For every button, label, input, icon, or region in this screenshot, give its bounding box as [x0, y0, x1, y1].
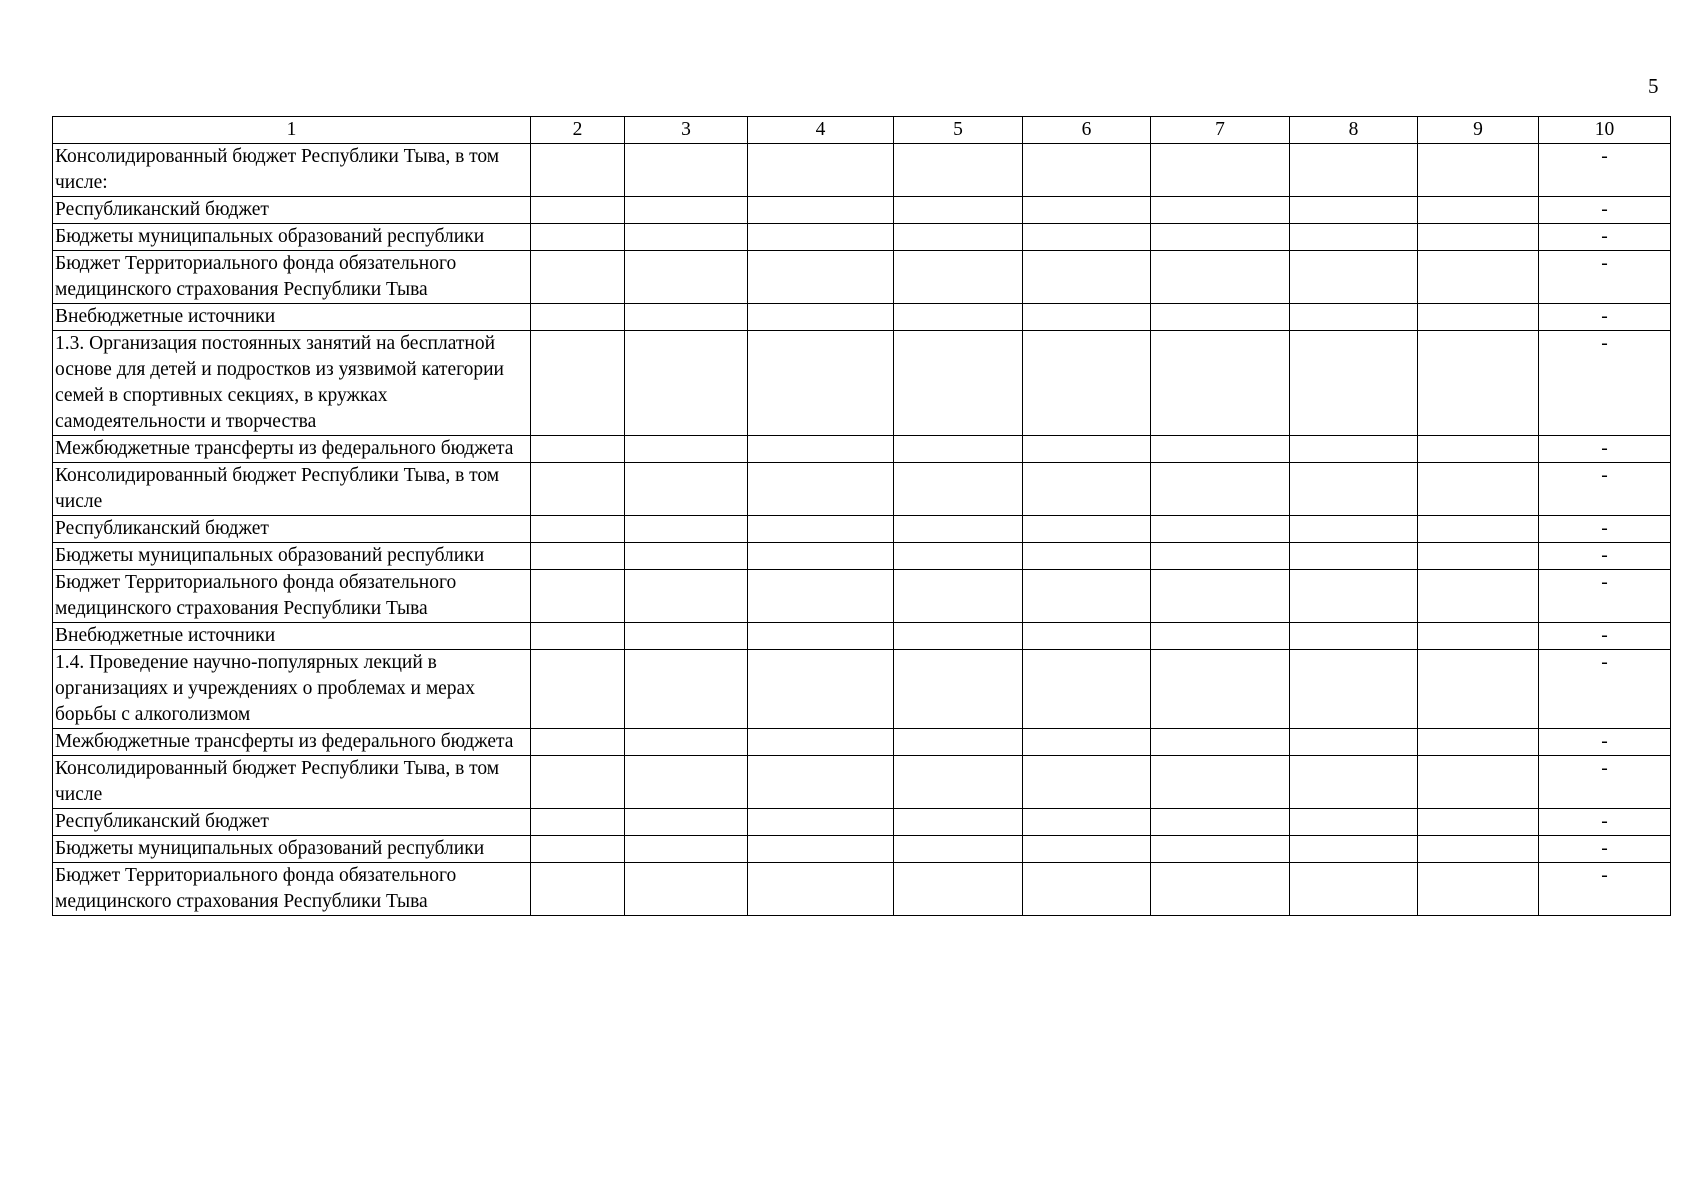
empty-cell [1418, 809, 1539, 836]
table-row [53, 197, 1671, 224]
empty-cell [531, 570, 625, 623]
empty-cell [1151, 809, 1290, 836]
empty-cell [894, 144, 1023, 197]
empty-cell [625, 304, 748, 331]
empty-cell [894, 331, 1023, 436]
empty-cell [1023, 436, 1151, 463]
empty-cell [748, 836, 894, 863]
col10-value: - [1539, 570, 1671, 623]
table-row [53, 516, 1671, 543]
empty-cell [1151, 197, 1290, 224]
row-label: Бюджеты муниципальных образований республики [53, 543, 531, 570]
empty-cell [1290, 331, 1418, 436]
empty-cell [625, 543, 748, 570]
table-row [53, 809, 1671, 836]
empty-cell [1023, 543, 1151, 570]
empty-cell [1151, 463, 1290, 516]
empty-cell [1023, 623, 1151, 650]
empty-cell [625, 756, 748, 809]
budget-table [52, 116, 1671, 916]
empty-cell [1290, 516, 1418, 543]
empty-cell [1023, 224, 1151, 251]
row-label: Внебюджетные источники [53, 623, 531, 650]
table-row [53, 436, 1671, 463]
empty-cell [531, 224, 625, 251]
empty-cell [748, 650, 894, 729]
empty-cell [1418, 836, 1539, 863]
empty-cell [531, 251, 625, 304]
empty-cell [1418, 543, 1539, 570]
empty-cell [748, 543, 894, 570]
empty-cell [1023, 729, 1151, 756]
empty-cell [531, 144, 625, 197]
empty-cell [894, 756, 1023, 809]
empty-cell [894, 197, 1023, 224]
col10-value: - [1539, 331, 1671, 436]
empty-cell [1418, 756, 1539, 809]
empty-cell [1151, 570, 1290, 623]
empty-cell [1418, 251, 1539, 304]
empty-cell [625, 623, 748, 650]
empty-cell [531, 304, 625, 331]
table-row [53, 863, 1671, 916]
empty-cell [531, 197, 625, 224]
table-row [53, 224, 1671, 251]
col10-value: - [1539, 863, 1671, 916]
row-label: Консолидированный бюджет Республики Тыва, в том числе [53, 463, 531, 516]
column-header: 6 [1023, 117, 1151, 144]
empty-cell [748, 756, 894, 809]
empty-cell [1023, 144, 1151, 197]
empty-cell [1418, 570, 1539, 623]
row-label: Бюджеты муниципальных образований республики [53, 836, 531, 863]
empty-cell [1290, 570, 1418, 623]
empty-cell [1151, 224, 1290, 251]
empty-cell [1023, 809, 1151, 836]
empty-cell [1023, 650, 1151, 729]
table-row [53, 251, 1671, 304]
empty-cell [894, 516, 1023, 543]
empty-cell [1290, 809, 1418, 836]
col10-value: - [1539, 729, 1671, 756]
table-row [53, 623, 1671, 650]
empty-cell [1023, 863, 1151, 916]
empty-cell [625, 570, 748, 623]
column-header: 3 [625, 117, 748, 144]
empty-cell [1290, 251, 1418, 304]
empty-cell [531, 756, 625, 809]
column-header: 10 [1539, 117, 1671, 144]
col10-value: - [1539, 436, 1671, 463]
empty-cell [1023, 463, 1151, 516]
empty-cell [625, 251, 748, 304]
empty-cell [894, 304, 1023, 331]
empty-cell [1151, 331, 1290, 436]
empty-cell [748, 304, 894, 331]
table-row [53, 463, 1671, 516]
row-label: 1.3. Организация постоянных занятий на бесплатной основе для детей и подростков из уязвимой категории семей в спортивных секциях, в кружках самодеятельности и творчества [53, 331, 531, 436]
empty-cell [1151, 756, 1290, 809]
empty-cell [1023, 251, 1151, 304]
empty-cell [625, 650, 748, 729]
row-label: Республиканский бюджет [53, 516, 531, 543]
empty-cell [1418, 436, 1539, 463]
empty-cell [1418, 463, 1539, 516]
empty-cell [748, 197, 894, 224]
page-number: 5 [1648, 74, 1659, 98]
col10-value: - [1539, 756, 1671, 809]
row-label: Внебюджетные источники [53, 304, 531, 331]
empty-cell [1023, 756, 1151, 809]
column-header: 4 [748, 117, 894, 144]
table-row [53, 543, 1671, 570]
empty-cell [1290, 304, 1418, 331]
empty-cell [1151, 543, 1290, 570]
empty-cell [748, 436, 894, 463]
table-row [53, 331, 1671, 436]
row-label: Республиканский бюджет [53, 809, 531, 836]
empty-cell [625, 197, 748, 224]
table-row [53, 304, 1671, 331]
col10-value: - [1539, 251, 1671, 304]
empty-cell [1151, 251, 1290, 304]
empty-cell [748, 623, 894, 650]
table-row [53, 756, 1671, 809]
empty-cell [894, 729, 1023, 756]
empty-cell [748, 809, 894, 836]
empty-cell [748, 863, 894, 916]
row-label: Консолидированный бюджет Республики Тыва, в том числе: [53, 144, 531, 197]
empty-cell [625, 144, 748, 197]
empty-cell [1290, 756, 1418, 809]
empty-cell [894, 623, 1023, 650]
empty-cell [625, 331, 748, 436]
empty-cell [1151, 516, 1290, 543]
empty-cell [531, 331, 625, 436]
empty-cell [531, 463, 625, 516]
empty-cell [1151, 863, 1290, 916]
empty-cell [1290, 144, 1418, 197]
empty-cell [1290, 197, 1418, 224]
col10-value: - [1539, 516, 1671, 543]
row-label: Республиканский бюджет [53, 197, 531, 224]
column-header: 5 [894, 117, 1023, 144]
empty-cell [1151, 304, 1290, 331]
empty-cell [1023, 836, 1151, 863]
empty-cell [1290, 836, 1418, 863]
row-label: Межбюджетные трансферты из федерального бюджета [53, 436, 531, 463]
empty-cell [1418, 863, 1539, 916]
col10-value: - [1539, 836, 1671, 863]
empty-cell [1290, 436, 1418, 463]
col10-value: - [1539, 304, 1671, 331]
empty-cell [1290, 863, 1418, 916]
table-row [53, 144, 1671, 197]
empty-cell [894, 650, 1023, 729]
empty-cell [625, 463, 748, 516]
row-label: Бюджет Территориального фонда обязательного медицинского страхования Республики Тыва [53, 251, 531, 304]
header-row [53, 117, 1671, 144]
empty-cell [748, 570, 894, 623]
empty-cell [1418, 516, 1539, 543]
empty-cell [1151, 144, 1290, 197]
empty-cell [894, 436, 1023, 463]
empty-cell [1290, 463, 1418, 516]
row-label: Бюджеты муниципальных образований республики [53, 224, 531, 251]
empty-cell [531, 516, 625, 543]
empty-cell [1151, 436, 1290, 463]
empty-cell [1290, 650, 1418, 729]
empty-cell [894, 863, 1023, 916]
empty-cell [1151, 729, 1290, 756]
row-label: Бюджет Территориального фонда обязательного медицинского страхования Республики Тыва [53, 863, 531, 916]
empty-cell [1418, 144, 1539, 197]
empty-cell [1290, 729, 1418, 756]
empty-cell [1151, 836, 1290, 863]
table-row [53, 729, 1671, 756]
empty-cell [748, 729, 894, 756]
empty-cell [1418, 650, 1539, 729]
column-header: 8 [1290, 117, 1418, 144]
empty-cell [625, 809, 748, 836]
empty-cell [894, 251, 1023, 304]
col10-value: - [1539, 144, 1671, 197]
empty-cell [531, 729, 625, 756]
empty-cell [1290, 543, 1418, 570]
col10-value: - [1539, 463, 1671, 516]
empty-cell [625, 836, 748, 863]
empty-cell [894, 463, 1023, 516]
row-label: Консолидированный бюджет Республики Тыва, в том числе [53, 756, 531, 809]
empty-cell [1418, 224, 1539, 251]
empty-cell [531, 809, 625, 836]
empty-cell [748, 331, 894, 436]
empty-cell [625, 863, 748, 916]
empty-cell [748, 251, 894, 304]
empty-cell [531, 863, 625, 916]
col10-value: - [1539, 623, 1671, 650]
empty-cell [531, 623, 625, 650]
empty-cell [625, 516, 748, 543]
empty-cell [1418, 304, 1539, 331]
table-row [53, 650, 1671, 729]
empty-cell [894, 224, 1023, 251]
column-header: 2 [531, 117, 625, 144]
empty-cell [625, 224, 748, 251]
empty-cell [1023, 570, 1151, 623]
col10-value: - [1539, 224, 1671, 251]
col10-value: - [1539, 650, 1671, 729]
empty-cell [1418, 197, 1539, 224]
empty-cell [894, 836, 1023, 863]
empty-cell [1023, 304, 1151, 331]
empty-cell [531, 436, 625, 463]
row-label: 1.4. Проведение научно-популярных лекций в организациях и учреждениях о проблемах и мерах борьбы с алкоголизмом [53, 650, 531, 729]
empty-cell [1151, 650, 1290, 729]
empty-cell [531, 650, 625, 729]
empty-cell [894, 809, 1023, 836]
row-label: Бюджет Территориального фонда обязательного медицинского страхования Республики Тыва [53, 570, 531, 623]
empty-cell [1151, 623, 1290, 650]
col10-value: - [1539, 197, 1671, 224]
empty-cell [748, 144, 894, 197]
empty-cell [894, 570, 1023, 623]
empty-cell [1418, 331, 1539, 436]
col10-value: - [1539, 543, 1671, 570]
column-header: 1 [53, 117, 531, 144]
empty-cell [1290, 224, 1418, 251]
table-row [53, 836, 1671, 863]
empty-cell [1023, 516, 1151, 543]
empty-cell [531, 836, 625, 863]
empty-cell [625, 729, 748, 756]
empty-cell [1023, 331, 1151, 436]
empty-cell [894, 543, 1023, 570]
empty-cell [1290, 623, 1418, 650]
empty-cell [1023, 197, 1151, 224]
row-label: Межбюджетные трансферты из федерального бюджета [53, 729, 531, 756]
empty-cell [748, 516, 894, 543]
empty-cell [531, 543, 625, 570]
column-header: 9 [1418, 117, 1539, 144]
empty-cell [1418, 729, 1539, 756]
column-header: 7 [1151, 117, 1290, 144]
empty-cell [748, 224, 894, 251]
empty-cell [1418, 623, 1539, 650]
empty-cell [748, 463, 894, 516]
col10-value: - [1539, 809, 1671, 836]
empty-cell [625, 436, 748, 463]
table-row [53, 570, 1671, 623]
